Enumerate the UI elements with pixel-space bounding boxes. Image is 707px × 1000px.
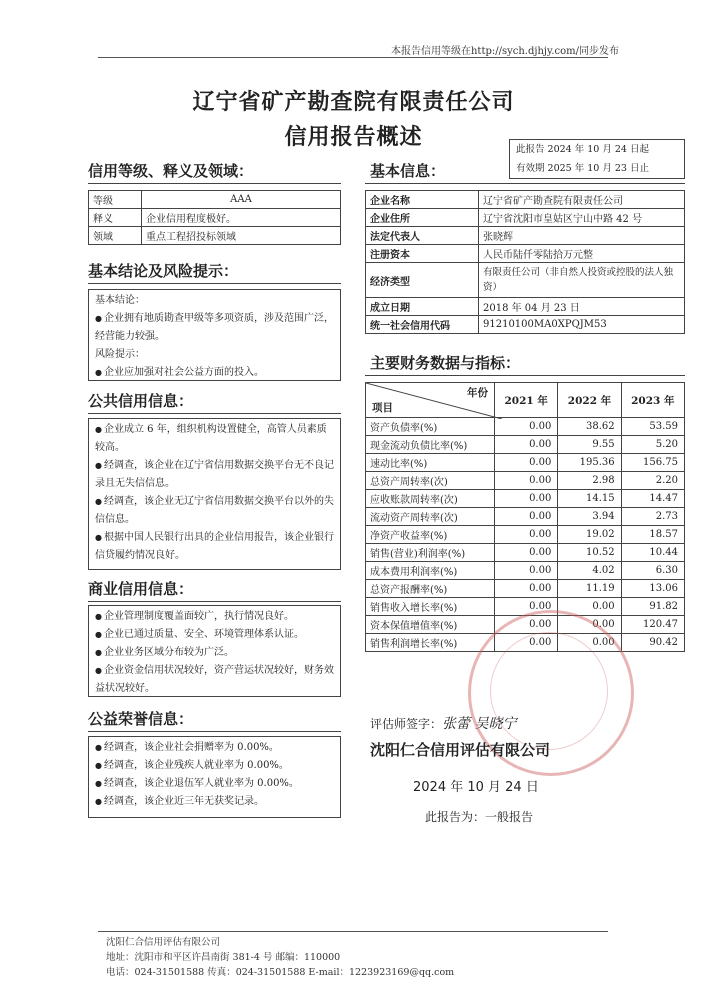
basic-info-row	[366, 209, 685, 227]
corner-item-label: 项目	[372, 402, 393, 414]
financial-value-2023: 53.59	[621, 418, 684, 436]
rating-row	[89, 209, 341, 227]
basic-info-label: 企业名称	[366, 191, 479, 209]
financial-row	[366, 454, 685, 472]
basic-info-label: 经济类型	[366, 263, 479, 298]
basic-info-value: 人民币陆仟零陆拾万元整	[479, 245, 685, 263]
footer-company: 沈阳仁合信用评估有限公司	[106, 937, 221, 948]
basic-info-heading: 基本信息：	[370, 162, 446, 180]
conclusion-sub-basic: 基本结论：	[95, 295, 145, 306]
financial-value-2021: 0.00	[495, 508, 558, 526]
commercial-credit-item: ● 企业管理制度覆盖面较广，执行情况良好。	[95, 608, 334, 626]
validity-box	[509, 139, 685, 179]
basic-info-row	[366, 245, 685, 263]
footer-contact: 电话：024-31501588 传真：024-31501588 E-mail：1223923169@qq.com	[106, 967, 455, 978]
footer	[106, 935, 454, 980]
basic-info-row	[366, 191, 685, 209]
basic-info-value: 张晓辉	[479, 227, 685, 245]
rating-value: 企业信用程度极好。	[142, 209, 341, 227]
honor-box	[88, 736, 341, 818]
signature-line	[370, 713, 516, 733]
financial-value-2022: 2.98	[558, 472, 621, 490]
financial-value-2022: 3.94	[558, 508, 621, 526]
commercial-credit-item: ● 企业资金信用状况较好，资产营运状况较好，财务效益状况较好。	[95, 662, 334, 698]
commercial-credit-heading-line	[88, 601, 341, 602]
financial-row	[366, 562, 685, 580]
commercial-credit-box	[88, 605, 341, 697]
financial-value-2023: 2.20	[621, 472, 684, 490]
commercial-credit-item: ● 企业已通过质量、安全、环境管理体系认证。	[95, 626, 334, 644]
basic-info-row	[366, 316, 685, 334]
rating-row	[89, 191, 341, 209]
rating-value: AAA	[142, 191, 341, 209]
financial-item-name: 销售利润增长率(%)	[366, 634, 495, 652]
financial-value-2022: 4.02	[558, 562, 621, 580]
conclusion-heading-line	[88, 283, 341, 284]
signature-label: 评估师签字：	[370, 717, 443, 731]
financial-row	[366, 490, 685, 508]
financial-item-name: 成本费用利润率(%)	[366, 562, 495, 580]
financial-value-2021: 0.00	[495, 634, 558, 652]
basic-info-value: 辽宁省矿产勘查院有限责任公司	[479, 191, 685, 209]
financial-value-2022: 14.15	[558, 490, 621, 508]
financial-item-name: 资本保值增值率(%)	[366, 616, 495, 634]
financial-item-name: 资产负债率(%)	[366, 418, 495, 436]
financial-item-name: 销售(营业)利润率(%)	[366, 544, 495, 562]
public-credit-item: ● 根据中国人民银行出具的企业信用报告，该企业银行信贷履约情况良好。	[95, 529, 334, 565]
financial-value-2022: 0.00	[558, 616, 621, 634]
header-divider	[98, 57, 608, 58]
financial-value-2022: 195.36	[558, 454, 621, 472]
rating-label: 释义	[89, 209, 142, 227]
financial-value-2022: 10.52	[558, 544, 621, 562]
basic-info-value: 91210100MA0XPQJM53	[479, 316, 685, 334]
financial-value-2021: 0.00	[495, 526, 558, 544]
financial-value-2022: 0.00	[558, 598, 621, 616]
honor-item: ● 经调查，该企业社会捐赠率为 0.00%。	[95, 739, 334, 757]
validity-start: 此报告 2024 年 10 月 24 日起	[516, 144, 649, 155]
public-credit-item: ● 经调查，该企业无辽宁省信用数据交换平台以外的失信信息。	[95, 493, 334, 529]
conclusion-box	[88, 289, 341, 381]
commercial-credit-item: ● 企业业务区域分布较为广泛。	[95, 644, 334, 662]
financial-value-2022: 38.62	[558, 418, 621, 436]
financial-value-2023: 120.47	[621, 616, 684, 634]
financial-value-2023: 5.20	[621, 436, 684, 454]
financial-item-name: 速动比率(%)	[366, 454, 495, 472]
basic-info-label: 成立日期	[366, 298, 479, 316]
public-credit-box	[88, 418, 341, 570]
basic-info-label: 企业住所	[366, 209, 479, 227]
rating-value: 重点工程招投标领域	[142, 227, 341, 245]
financial-row	[366, 580, 685, 598]
validity-end: 有效期 2025 年 10 月 23 日止	[516, 163, 649, 174]
financial-value-2023: 91.82	[621, 598, 684, 616]
financial-item-name: 现金流动负债比率(%)	[366, 436, 495, 454]
report-title-overview: 信用报告概述	[284, 124, 423, 150]
financial-value-2021: 0.00	[495, 490, 558, 508]
financial-value-2021: 0.00	[495, 418, 558, 436]
public-credit-heading-line	[88, 413, 341, 414]
financial-corner-cell	[366, 383, 495, 418]
financial-row	[366, 436, 685, 454]
report-title-company: 辽宁省矿产勘查院有限责任公司	[192, 89, 515, 115]
rating-label: 领域	[89, 227, 142, 245]
financial-value-2023: 10.44	[621, 544, 684, 562]
public-credit-heading: 公共信用信息：	[88, 392, 194, 410]
risk-item: ● 企业应加强对社会公益方面的投入。	[95, 364, 334, 382]
honor-item: ● 经调查，该企业近三年无获奖记录。	[95, 793, 334, 811]
financial-heading-line	[365, 375, 685, 376]
financial-value-2023: 156.75	[621, 454, 684, 472]
financial-row	[366, 526, 685, 544]
financial-item-name: 总资产报酬率(%)	[366, 580, 495, 598]
financial-row	[366, 418, 685, 436]
commercial-credit-heading: 商业信用信息：	[88, 580, 194, 598]
basic-info-label: 注册资本	[366, 245, 479, 263]
financial-heading: 主要财务数据与指标：	[370, 354, 521, 372]
basic-info-value: 有限责任公司（非自然人投资或控股的法人独资）	[479, 263, 685, 298]
financial-value-2021: 0.00	[495, 436, 558, 454]
financial-value-2022: 19.02	[558, 526, 621, 544]
financial-row	[366, 598, 685, 616]
basic-info-label: 法定代表人	[366, 227, 479, 245]
basic-info-row	[366, 263, 685, 298]
conclusion-heading: 基本结论及风险提示：	[88, 262, 239, 280]
financial-value-2021: 0.00	[495, 580, 558, 598]
rating-table	[88, 190, 341, 245]
financial-value-2021: 0.00	[495, 598, 558, 616]
financial-value-2023: 14.47	[621, 490, 684, 508]
financial-value-2023: 90.42	[621, 634, 684, 652]
financial-item-name: 净资产收益率(%)	[366, 526, 495, 544]
financial-item-name: 总资产周转率(次)	[366, 472, 495, 490]
financial-value-2023: 6.30	[621, 562, 684, 580]
year-2021: 2021 年	[495, 383, 558, 418]
financial-value-2022: 11.19	[558, 580, 621, 598]
honor-item: ● 经调查，该企业退伍军人就业率为 0.00%。	[95, 775, 334, 793]
rating-heading-line	[88, 183, 341, 184]
evaluator-signatures: 张蕾 吴晓宁	[442, 716, 517, 732]
financial-value-2023: 2.73	[621, 508, 684, 526]
year-2023: 2023 年	[621, 383, 684, 418]
corner-year-label: 年份	[467, 387, 488, 399]
basic-info-heading-line	[365, 183, 685, 184]
financial-table	[365, 382, 685, 652]
financial-item-name: 销售收入增长率(%)	[366, 598, 495, 616]
honor-heading: 公益荣誉信息：	[88, 710, 194, 728]
financial-value-2021: 0.00	[495, 562, 558, 580]
basic-info-value: 辽宁省沈阳市皇姑区宁山中路 42 号	[479, 209, 685, 227]
financial-row	[366, 544, 685, 562]
financial-row	[366, 472, 685, 490]
rating-heading: 信用等级、释义及领域：	[88, 162, 254, 180]
footer-address: 地址：沈阳市和平区许昌南街 381-4 号 邮编：110000	[106, 952, 341, 963]
financial-row	[366, 508, 685, 526]
basic-info-row	[366, 227, 685, 245]
public-credit-item: ● 经调查，该企业在辽宁省信用数据交换平台无不良记录且无失信信息。	[95, 457, 334, 493]
financial-value-2021: 0.00	[495, 454, 558, 472]
honor-item: ● 经调查，该企业残疾人就业率为 0.00%。	[95, 757, 334, 775]
financial-item-name: 流动资产周转率(次)	[366, 508, 495, 526]
top-publish-note: 本报告信用等级在http://sych.djhjy.com/同步发布	[390, 46, 619, 57]
rating-row	[89, 227, 341, 245]
conclusion-item: ● 企业拥有地质勘查甲级等多项资质，涉及范围广泛，经营能力较强。	[95, 310, 334, 346]
financial-header-row	[366, 383, 685, 418]
financial-value-2023: 18.57	[621, 526, 684, 544]
public-credit-item: ● 企业成立 6 年，组织机构设置健全，高管人员素质较高。	[95, 421, 334, 457]
financial-value-2021: 0.00	[495, 544, 558, 562]
report-type: 此报告为：一般报告	[425, 810, 534, 824]
footer-divider	[98, 931, 608, 932]
financial-value-2022: 0.00	[558, 634, 621, 652]
financial-value-2021: 0.00	[495, 472, 558, 490]
financial-value-2023: 13.06	[621, 580, 684, 598]
basic-info-value: 2018 年 04 月 23 日	[479, 298, 685, 316]
financial-value-2022: 9.55	[558, 436, 621, 454]
basic-info-label: 统一社会信用代码	[366, 316, 479, 334]
basic-info-table	[365, 190, 685, 334]
year-2022: 2022 年	[558, 383, 621, 418]
basic-info-row	[366, 298, 685, 316]
conclusion-sub-risk: 风险提示：	[95, 349, 145, 360]
rating-label: 等级	[89, 191, 142, 209]
evaluator-company: 沈阳仁合信用评估有限公司	[370, 741, 551, 759]
financial-item-name: 应收账款周转率(次)	[366, 490, 495, 508]
financial-value-2021: 0.00	[495, 616, 558, 634]
report-date: 2024 年 10 月 24 日	[413, 780, 539, 795]
honor-heading-line	[88, 731, 341, 732]
